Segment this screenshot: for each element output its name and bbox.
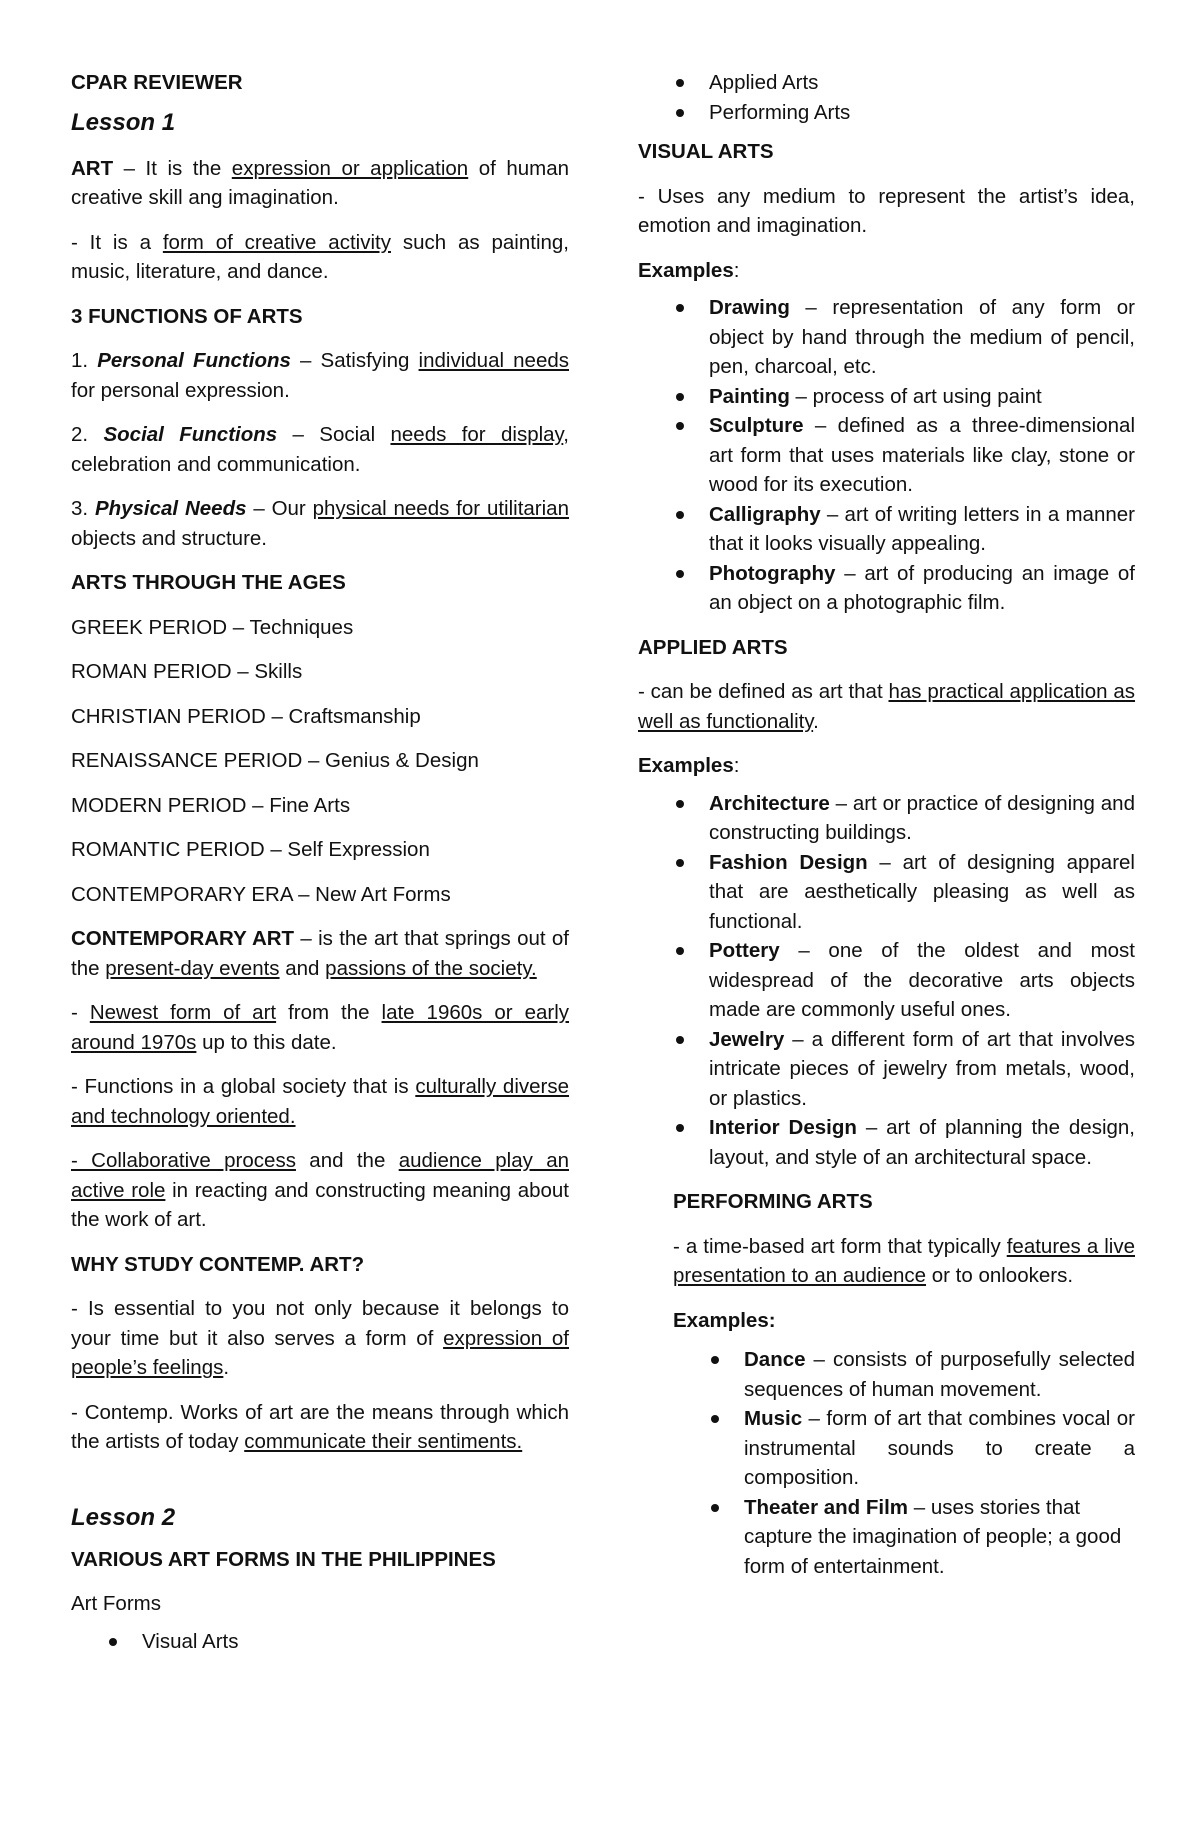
text: . xyxy=(223,1356,230,1379)
art-forms-list-continued xyxy=(638,68,1135,127)
age-item: ROMANTIC PERIOD – Self Expression xyxy=(71,838,430,861)
text: for personal expression. xyxy=(71,378,290,402)
contemporary-art-point-3 xyxy=(71,1146,569,1235)
underlined-text: communicate their sentiments. xyxy=(244,1430,523,1453)
art-forms-list xyxy=(71,1627,569,1657)
age-item: MODERN PERIOD – Fine Arts xyxy=(71,793,351,817)
art-definition-2 xyxy=(71,228,569,287)
list-item xyxy=(638,848,1135,937)
age-item: CHRISTIAN PERIOD – Craftsmanship xyxy=(71,704,421,728)
text: - Contemp. Works of art are the means through which the artists of today xyxy=(71,1400,569,1453)
why-point-1 xyxy=(71,1294,569,1383)
underlined-text: form of creative activity xyxy=(162,230,391,254)
text: – process of art using paint xyxy=(789,384,1042,408)
list-item xyxy=(638,293,1135,382)
text: . xyxy=(813,709,819,733)
example-term: Architecture xyxy=(709,791,830,815)
underlined-text: late 1960s or early around 1970s xyxy=(71,1001,570,1054)
function-term: Physical Needs xyxy=(94,497,247,520)
underlined-text: audience play an active role xyxy=(71,1149,569,1202)
example-term: Theater and Film xyxy=(744,1495,909,1519)
example-term: Drawing xyxy=(709,296,790,319)
text: – representation of any form or object by hand through the medium of pencil, pen, charcoal, etc. xyxy=(709,296,1135,378)
text: up to this date. xyxy=(196,1030,337,1054)
text: – art of designing apparel that are aesthetically pleasing as well as functional. xyxy=(709,850,1135,933)
lesson-2-heading: Lesson 2 xyxy=(71,1503,176,1531)
text: – uses stories that capture the imagination of people; a good form of entertainment. xyxy=(744,1495,1122,1578)
text: – Social xyxy=(277,423,391,446)
example-term: Dance xyxy=(744,1348,806,1371)
text: 3. xyxy=(71,497,95,520)
contemporary-art-definition xyxy=(71,924,569,983)
example-term: Painting xyxy=(709,384,790,408)
contemporary-art-point-1 xyxy=(71,998,569,1057)
text: – art of writing letters in a manner that it looks visually appealing. xyxy=(709,502,1135,555)
underlined-text: - Collaborative process xyxy=(71,1149,296,1172)
text: such as painting, music, literature, and dance. xyxy=(71,230,569,283)
list-item: Applied Arts xyxy=(638,68,1135,98)
text: – one of the oldest and most widespread of the decorative arts objects made are commonly useful ones. xyxy=(709,939,1135,1021)
list-item xyxy=(638,1025,1135,1114)
various-art-forms-heading: VARIOUS ART FORMS IN THE PHILIPPINES xyxy=(71,1547,496,1571)
underlined-text: needs for display xyxy=(390,423,564,446)
list-item xyxy=(638,411,1135,500)
example-term: Music xyxy=(744,1407,803,1430)
text: and xyxy=(279,956,326,980)
list-item xyxy=(638,559,1135,618)
visual-arts-heading: VISUAL ARTS xyxy=(638,140,774,163)
list-item xyxy=(638,382,1135,412)
text: - xyxy=(71,1001,90,1024)
applied-examples-label xyxy=(638,751,1135,781)
example-term: Sculpture xyxy=(709,414,804,437)
underlined-text: Newest form of art xyxy=(89,1001,277,1024)
text: of human creative skill ang imagination. xyxy=(71,156,570,209)
text: or to onlookers. xyxy=(926,1264,1074,1287)
art-term: ART xyxy=(71,156,114,180)
example-term: Interior Design xyxy=(709,1116,857,1139)
text: – form of art that combines vocal or instrumental sounds to create a composition. xyxy=(744,1407,1135,1489)
function-3 xyxy=(71,494,569,553)
applied-arts-heading: APPLIED ARTS xyxy=(638,635,788,659)
visual-examples-list xyxy=(638,293,1135,618)
function-2 xyxy=(71,420,569,479)
text: – consists of purposefully selected sequences of human movement. xyxy=(744,1348,1135,1401)
text: 2. xyxy=(71,423,104,446)
text: – a different form of art that involves intricate pieces of jewelry from metals, wood, or plastics. xyxy=(709,1027,1135,1110)
why-point-2 xyxy=(71,1398,569,1457)
list-item xyxy=(673,1345,1135,1404)
text: – Satisfying xyxy=(290,349,419,372)
text: – is the art that springs out of the xyxy=(71,927,569,980)
right-column xyxy=(638,68,1135,1581)
text: objects and structure. xyxy=(71,526,267,550)
underlined-text: individual needs xyxy=(418,349,569,372)
art-definition xyxy=(71,154,569,213)
list-item xyxy=(638,789,1135,848)
example-term: Calligraphy xyxy=(709,502,821,526)
why-study-heading: WHY STUDY CONTEMP. ART? xyxy=(71,1252,365,1276)
text: - a time-based art form that typically xyxy=(673,1234,1007,1258)
text: : xyxy=(733,754,740,777)
text: from the xyxy=(276,1001,382,1024)
underlined-text: passions of the society. xyxy=(325,956,537,980)
age-item: ROMAN PERIOD – Skills xyxy=(71,660,303,683)
performing-arts-definition xyxy=(673,1232,1135,1291)
performing-arts-section xyxy=(638,1187,1135,1581)
underlined-text: physical needs for utilitarian xyxy=(312,497,569,520)
list-item xyxy=(638,500,1135,559)
text: – defined as a three-dimensional art form that uses materials like clay, stone or wood for its execution. xyxy=(709,414,1135,496)
text: – art of planning the design, layout, and style of an architectural space. xyxy=(709,1116,1135,1169)
applied-examples-list xyxy=(638,789,1135,1173)
underlined-text: culturally diverse and technology oriented. xyxy=(71,1075,570,1128)
list-item: Visual Arts xyxy=(71,1627,569,1657)
contemporary-art-term: CONTEMPORARY ART xyxy=(71,927,295,950)
text: and the xyxy=(295,1149,399,1172)
text: - It is a xyxy=(71,230,163,254)
ages-heading: ARTS THROUGH THE AGES xyxy=(71,571,346,594)
visual-examples-label xyxy=(638,256,1135,286)
example-term: Photography xyxy=(709,561,836,585)
performing-examples-list xyxy=(673,1345,1135,1581)
text: - can be defined as art that xyxy=(638,680,889,703)
lesson-1-heading: Lesson 1 xyxy=(71,108,176,136)
text: – art of producing an image of an object on a photographic film. xyxy=(709,561,1135,614)
list-item xyxy=(638,936,1135,1025)
text: : xyxy=(733,258,740,282)
underlined-text: has practical application as well as functionality xyxy=(638,680,1136,733)
text: - Is essential to you not only because it belongs to your time but it also serves a form of xyxy=(71,1297,569,1350)
list-item xyxy=(673,1404,1135,1493)
text: in reacting and constructing meaning about the work of art. xyxy=(71,1178,570,1231)
examples-label: Examples xyxy=(638,258,734,282)
text: – Our xyxy=(246,497,313,520)
text: , celebration and communication. xyxy=(71,423,569,476)
underlined-text: features a live presentation to an audience xyxy=(673,1234,1135,1287)
list-item xyxy=(638,1113,1135,1172)
function-term: Social Functions xyxy=(103,423,278,446)
left-column xyxy=(71,68,569,1656)
underlined-text: expression of people’s feelings xyxy=(71,1326,569,1379)
example-term: Pottery xyxy=(709,939,780,962)
function-term: Personal Functions xyxy=(97,349,291,372)
list-item: Performing Arts xyxy=(638,98,1135,128)
text: – It is the xyxy=(113,156,232,180)
performing-examples-label: Examples: xyxy=(673,1308,776,1332)
example-term: Jewelry xyxy=(709,1027,785,1051)
underlined-text: present-day events xyxy=(105,956,280,980)
age-item: GREEK PERIOD – Techniques xyxy=(71,615,354,639)
example-term: Fashion Design xyxy=(709,850,868,874)
document-title: CPAR REVIEWER xyxy=(71,71,243,94)
function-1 xyxy=(71,346,569,405)
applied-arts-definition xyxy=(638,677,1135,736)
list-item xyxy=(673,1493,1135,1582)
contemporary-art-point-2 xyxy=(71,1072,569,1131)
functions-heading: 3 FUNCTIONS OF ARTS xyxy=(71,304,303,328)
text: – art or practice of designing and constructing buildings. xyxy=(709,791,1135,844)
art-forms-label: Art Forms xyxy=(71,1592,161,1615)
text: 1. xyxy=(71,349,98,372)
underlined-text: expression or application xyxy=(231,156,469,180)
age-item: RENAISSANCE PERIOD – Genius & Design xyxy=(71,749,479,772)
age-item: CONTEMPORARY ERA – New Art Forms xyxy=(71,882,451,906)
examples-label: Examples xyxy=(638,754,734,777)
text: - Functions in a global society that is xyxy=(71,1075,416,1098)
performing-arts-heading: PERFORMING ARTS xyxy=(673,1190,873,1213)
visual-arts-definition: - Uses any medium to represent the artist’s idea, emotion and imagination. xyxy=(638,184,1135,237)
